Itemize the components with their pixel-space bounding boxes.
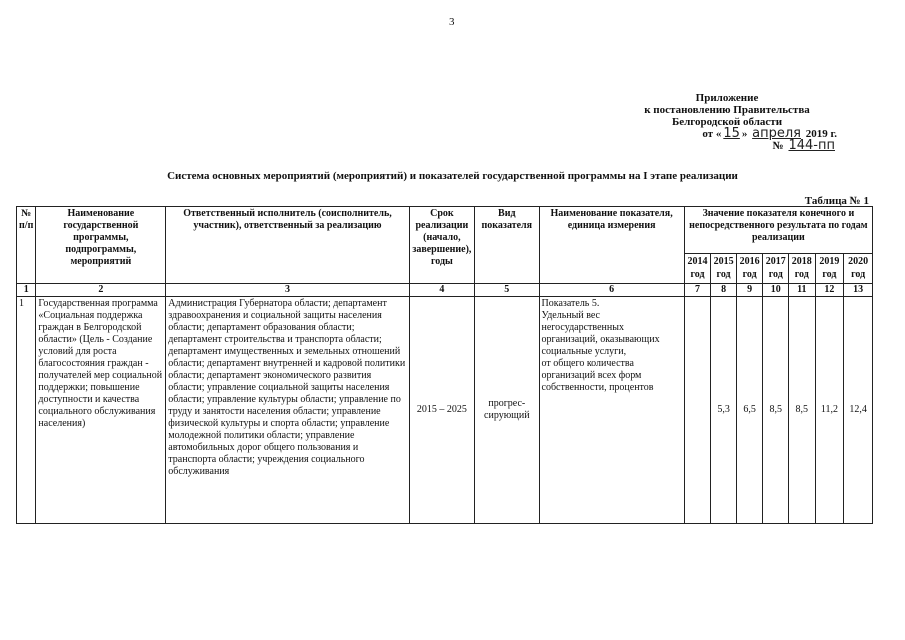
header-year: 2017 год: [763, 254, 789, 284]
row-value: [684, 297, 711, 524]
program-table: [16, 206, 873, 524]
row-indicator: Показатель 5. Удельный вес негосударственных организаций, оказывающих социальные услуги, от общего количества организаций всех форм собственности, процентов: [539, 297, 684, 524]
row-executor: Администрация Губернатора области; департамент здравоохранения и социальной защиты населения области; департамент образования области; департамент строительства и транспорта области; департамент имущественных и земельных отношений области; департамент внутренней и кадровой политики области; департамент экономического развития области; управление социальной защиты населения области; управление культуры области; управление по труду и занятости населения области; управление физической культуры и спорта области; управление молодежной политики области; управление автомобильных дорог общего пользования и транспорта области; учреждения социального обслуживания: [166, 297, 409, 524]
row-name: Государственная программа «Социальная поддержка граждан в Белгородской области» (Цель - Создание условий для роста благосостояния граждан - получателей мер социальной поддержки; повышение доступности и качества социального обслуживания населения): [36, 297, 166, 524]
column-number: 4: [409, 284, 474, 297]
column-number: 3: [166, 284, 409, 297]
header-row: [17, 207, 873, 254]
header-year: 2014 год: [684, 254, 711, 284]
header-executor: Ответственный исполнитель (соисполнитель, участник), ответственный за реализацию: [166, 207, 409, 284]
header-year: 2018 год: [789, 254, 816, 284]
row-value: 8,5: [789, 297, 816, 524]
date-mid: »: [741, 128, 748, 140]
number-prefix: №: [772, 140, 784, 152]
row-period: 2015 – 2025: [409, 297, 474, 524]
header-kind: Вид показателя: [475, 207, 539, 284]
column-number: 8: [711, 284, 737, 297]
column-number: 5: [475, 284, 539, 297]
header-year: 2015 год: [711, 254, 737, 284]
appendix-line-2: к постановлению Правительства: [644, 104, 810, 116]
table-label: Таблица № 1: [804, 195, 869, 207]
column-number: 1: [17, 284, 36, 297]
date-prefix: от «: [702, 128, 722, 140]
row-value: 5,3: [711, 297, 737, 524]
number-value: 144-пп: [788, 138, 835, 153]
column-number: 11: [789, 284, 816, 297]
header-num: № п/п: [17, 207, 36, 284]
header-indicator: Наименование показателя, единица измерения: [539, 207, 684, 284]
date-day: 15: [723, 126, 740, 141]
table-row: [17, 297, 873, 524]
row-value: 11,2: [815, 297, 844, 524]
row-value: 6,5: [736, 297, 763, 524]
row-value: 8,5: [763, 297, 789, 524]
appendix-header: [597, 92, 857, 152]
row-value: 12,4: [844, 297, 873, 524]
date-year: 2019 г.: [805, 128, 837, 140]
column-number-row: [17, 284, 873, 297]
row-num: 1: [17, 297, 36, 524]
header-values-group: Значение показателя конечного и непосредственного результата по годам реализации: [684, 207, 872, 254]
column-number: 6: [539, 284, 684, 297]
page-number: 3: [449, 16, 455, 28]
header-year: 2020 год: [844, 254, 873, 284]
date-month: апреля: [752, 126, 801, 141]
header-year: 2016 год: [736, 254, 763, 284]
column-number: 10: [763, 284, 789, 297]
appendix-line-3: Белгородской области: [671, 116, 783, 128]
appendix-number: [597, 140, 857, 152]
column-number: 12: [815, 284, 844, 297]
row-kind: прогрес- сирующий: [475, 297, 539, 524]
column-number: 7: [684, 284, 711, 297]
document-title: Система основных мероприятий (мероприятий) и показателей государственной программы на I этапе реализации: [167, 170, 738, 182]
column-number: 9: [736, 284, 763, 297]
header-period: Срок реализации (начало, завершение), годы: [409, 207, 474, 284]
header-name: Наименование государственной программы, подпрограммы, мероприятий: [36, 207, 166, 284]
header-year: 2019 год: [815, 254, 844, 284]
column-number: 13: [844, 284, 873, 297]
column-number: 2: [36, 284, 166, 297]
appendix-line-1: Приложение: [695, 92, 759, 104]
